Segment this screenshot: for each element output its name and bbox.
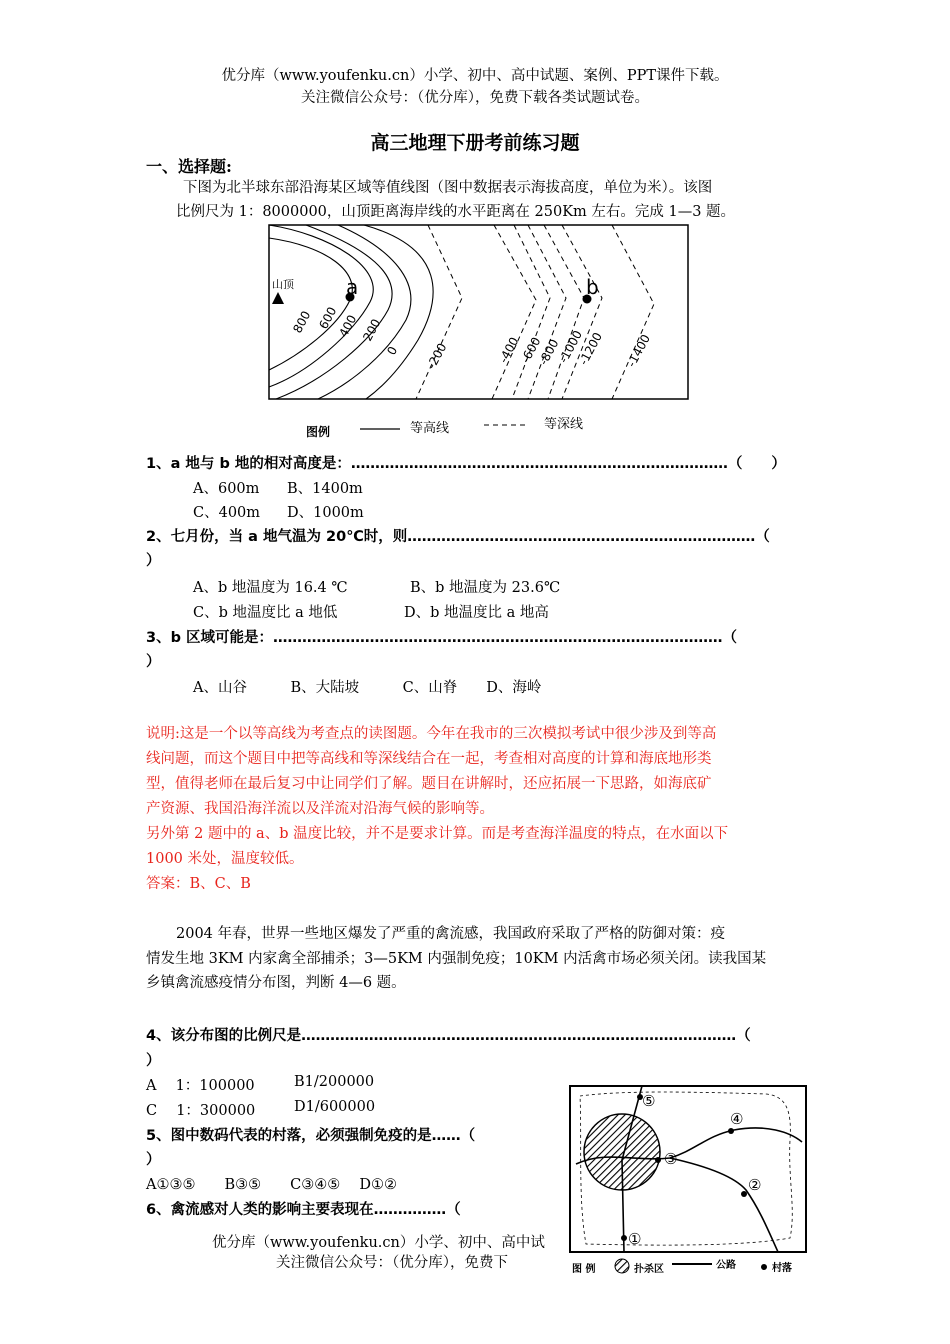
village-4-label: ④ xyxy=(730,1110,744,1128)
note-line-4: 产资源、我国沿海洋流以及洋流对沿海气候的影响等。 xyxy=(146,801,494,817)
label-minus200: -200 xyxy=(424,340,450,372)
q3-text: 3、b 区域可能是：…………………………………………………………………………………（ xyxy=(146,630,738,646)
q3-close: ） xyxy=(146,654,161,670)
map2-legend-village: 村落 xyxy=(772,1263,792,1274)
q4-option-b: B1/200000 xyxy=(294,1074,375,1090)
page-title: 高三地理下册考前练习题 xyxy=(370,132,580,154)
legend-village-icon xyxy=(761,1264,767,1270)
label-minus800: -800 xyxy=(536,336,562,368)
village-2-label: ② xyxy=(748,1176,762,1194)
q5-options: A①③⑤ B③⑤ C③④⑤ D①② xyxy=(146,1177,397,1193)
note-line-2: 线问题，而这个题目中把等高线和等深线结合在一起，考查相对高度的计算和海底地形类 xyxy=(146,751,712,767)
label-400: 400 xyxy=(336,312,360,340)
q1-option-c: C、400m xyxy=(193,505,261,521)
label-minus600: -600 xyxy=(518,334,544,366)
header-line-2: 关注微信公众号：（优分库），免费下载各类试题试卷。 xyxy=(301,90,649,106)
q2-option-d: D、b 地温度比 a 地高 xyxy=(404,605,549,621)
header-line-1: 优分库（www.youfenku.cn）小学、初中、高中试题、案例、PPT课件下载。 xyxy=(221,68,729,84)
q4-close: ） xyxy=(146,1053,161,1069)
label-800: 800 xyxy=(290,308,314,336)
legend-title: 图例 xyxy=(306,425,331,439)
label-600: 600 xyxy=(316,304,340,332)
q1-option-a: A、600m xyxy=(193,481,260,497)
map2-bg xyxy=(546,1080,816,1280)
label-minus400: -400 xyxy=(496,334,522,366)
village-5-label: ⑤ xyxy=(642,1092,656,1110)
outbreak-map xyxy=(546,1080,816,1280)
label-minus1200: -1200 xyxy=(576,330,606,368)
label-200: 200 xyxy=(360,316,384,344)
legend-contour-label: 等高线 xyxy=(410,421,450,436)
map2-legend-road: 公路 xyxy=(716,1260,736,1271)
q1-text: 1、a 地与 b 地的相对高度是：……………………………………………………………………（ ） xyxy=(146,456,786,472)
intro1-line-1: 下图为北半球东部沿海某区域等值线图（图中数据表示海拔高度，单位为米）。该图 xyxy=(183,180,713,196)
intro2-line-3: 乡镇禽流感疫情分布图，判断 4—6 题。 xyxy=(146,975,406,991)
village-3-label: ③ xyxy=(664,1150,678,1168)
note-line-3: 型，值得老师在最后复习中让同学们了解。题目在讲解时，还应拓展一下思路，如海底矿 xyxy=(146,776,712,792)
note-answer: 答案：B、C、B xyxy=(146,876,251,892)
q4-option-d: D1/600000 xyxy=(294,1099,376,1115)
contour-map xyxy=(266,222,696,446)
map2-legend-title: 图 例 xyxy=(572,1264,596,1275)
q2-option-a: A、b 地温度为 16.4 ℃ xyxy=(193,580,348,596)
q2-option-c: C、b 地温度比 a 地低 xyxy=(193,605,338,621)
intro2-line-2: 情发生地 3KM 内家禽全部捕杀；3—5KM 内强制免疫；10KM 内活禽市场必须关闭。读我国某 xyxy=(146,951,767,967)
label-0: 0 xyxy=(384,344,401,358)
village-1-dot xyxy=(621,1235,627,1241)
q2-close: ） xyxy=(146,553,161,569)
note-line-1: 说明:这是一个以等高线为考查点的读图题。今年在我市的三次模拟考试中很少涉及到等高 xyxy=(146,726,717,742)
village-3-dot xyxy=(655,1157,661,1163)
q4-text: 4、该分布图的比例尺是………………………………………………………………………………（ xyxy=(146,1028,751,1044)
village-2-dot xyxy=(741,1191,747,1197)
note-line-5: 另外第 2 题中的 a、b 温度比较，并不是要求计算。而是考查海洋温度的特点，在水面以下 xyxy=(146,826,729,842)
intro2-line-1: 2004 年春，世界一些地区爆发了严重的禽流感，我国政府采取了严格的防御对策：疫 xyxy=(176,926,726,942)
label-minus1000: -1000 xyxy=(556,328,586,366)
point-b-label: b xyxy=(586,275,599,299)
village-4-dot xyxy=(728,1128,734,1134)
q5-text: 5、图中数码代表的村落，必须强制免疫的是……（ xyxy=(146,1128,476,1144)
legend-cull-icon xyxy=(615,1259,629,1273)
section-heading: 一、选择题: xyxy=(146,157,232,176)
point-a-label: a xyxy=(346,275,359,299)
footer-line-1: 优分库（www.youfenku.cn）小学、初中、高中试 xyxy=(212,1235,545,1251)
legend-depth-label: 等深线 xyxy=(544,417,584,432)
q6-text: 6、禽流感对人类的影响主要表现在……………（ xyxy=(146,1202,461,1218)
peak-label: 山顶 xyxy=(272,278,294,291)
map2-legend-cull: 扑杀区 xyxy=(634,1264,664,1275)
label-minus1400: -1400 xyxy=(624,332,654,370)
q5-close: ） xyxy=(146,1152,161,1168)
q2-text: 2、七月份，当 a 地气温为 20℃时，则………………………………………………………………（ xyxy=(146,529,770,545)
q3-options: A、山谷 B、大陆坡 C、山脊 D、海岭 xyxy=(193,680,542,696)
q2-option-b: B、b 地温度为 23.6℃ xyxy=(410,580,561,596)
q1-option-b: B、1400m xyxy=(287,481,363,497)
q1-option-d: D、1000m xyxy=(287,505,364,521)
footer-line-2: 关注微信公众号：（优分库），免费下 xyxy=(276,1255,508,1271)
village-1-label: ① xyxy=(628,1230,642,1248)
q4-option-a: A 1：100000 xyxy=(146,1078,255,1094)
note-line-6: 1000 米处，温度较低。 xyxy=(146,851,304,867)
intro1-line-2: 比例尺为 1：8000000，山顶距离海岸线的水平距离在 250Km 左右。完成 1—3 题。 xyxy=(176,204,736,220)
q4-option-c: C 1：300000 xyxy=(146,1103,256,1119)
